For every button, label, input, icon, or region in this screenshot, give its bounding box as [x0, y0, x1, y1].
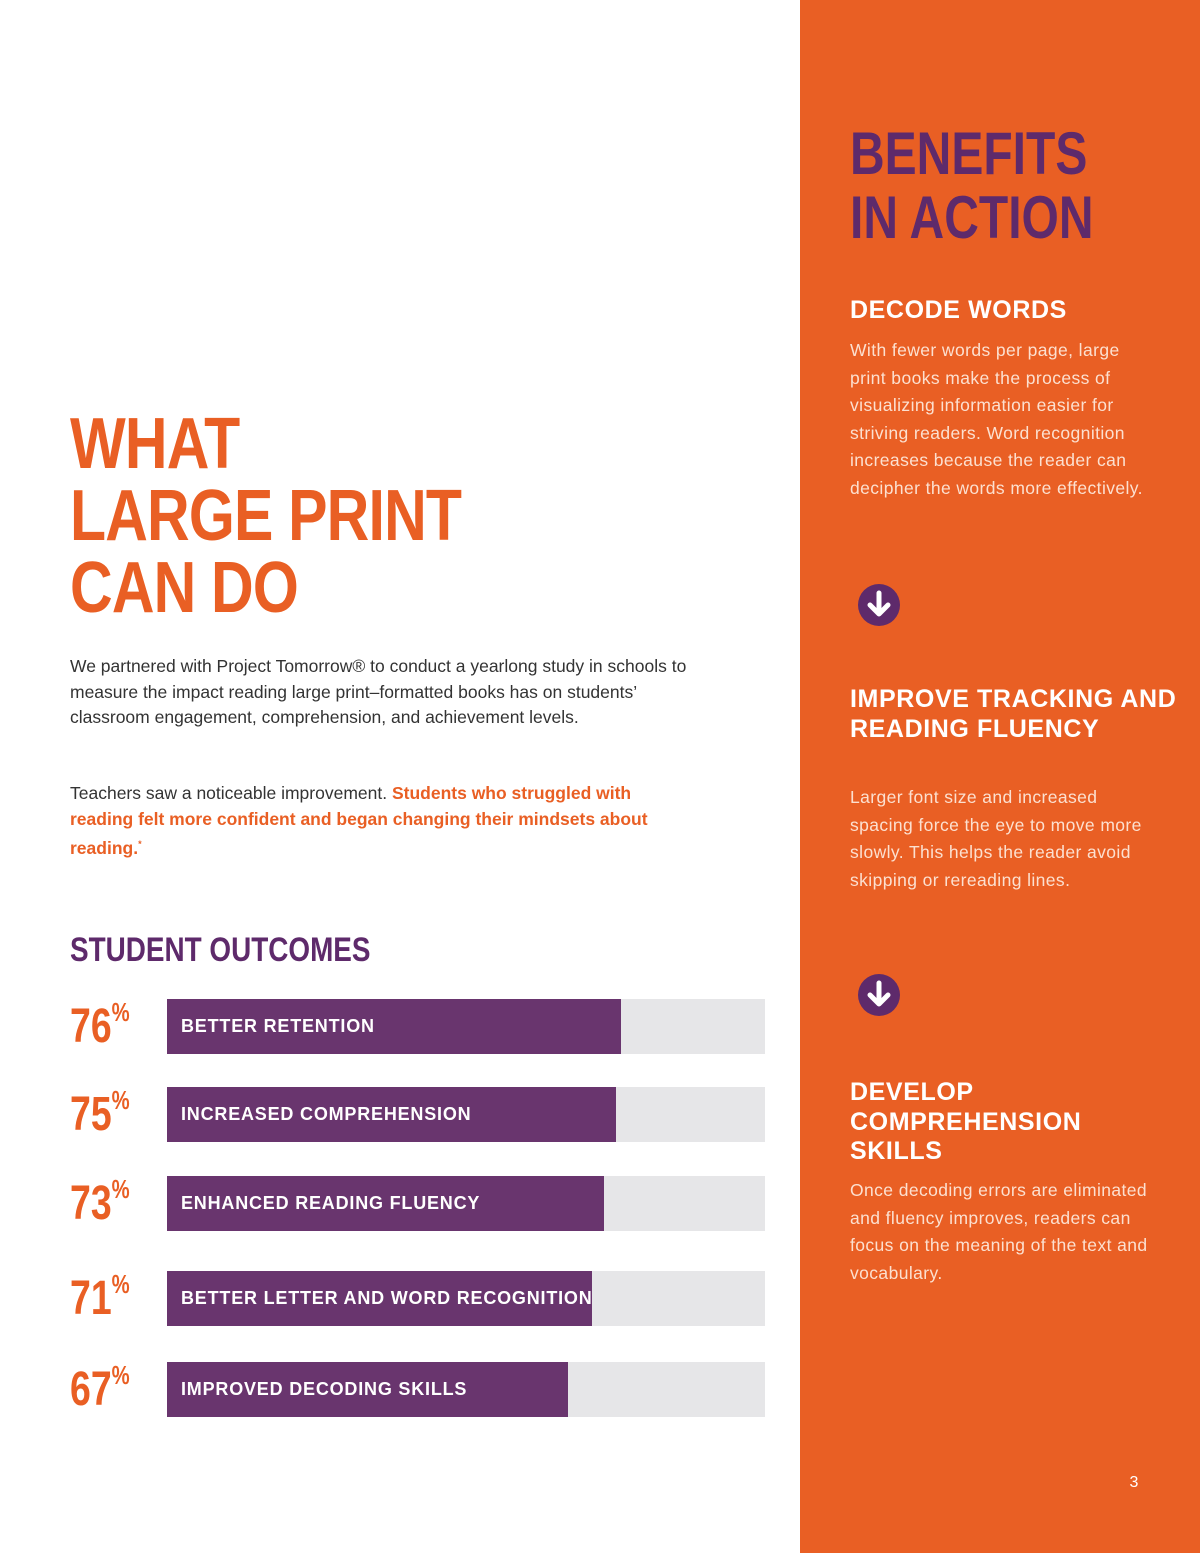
percent-sign: %: [111, 1085, 130, 1115]
bar-label: ENHANCED READING FLUENCY: [181, 1193, 481, 1213]
outcome-value: [70, 999, 130, 1055]
outcome-value: [70, 1176, 130, 1232]
outcome-row: [70, 1176, 770, 1232]
outcome-row: [70, 1271, 770, 1327]
bar-label: BETTER LETTER AND WORD RECOGNITION: [181, 1288, 593, 1308]
sidebar-title-line: BENEFITS: [850, 120, 1088, 187]
bar-track: [167, 1271, 765, 1326]
bar-label: IMPROVED DECODING SKILLS: [181, 1379, 468, 1399]
benefit-body: Once decoding errors are eliminated and fluency improves, readers can focus on the meaning of the text and vocabulary.: [850, 1180, 1148, 1283]
outcome-value: [70, 1362, 130, 1418]
benefit-heading: IMPROVE TRACKING AND READING FLUENCY: [850, 685, 1177, 743]
bar-track: [167, 1362, 765, 1417]
outcome-value: [70, 1087, 130, 1143]
page-title: [70, 404, 462, 628]
benefit-body: Larger font size and increased spacing force the eye to move more slowly. This helps the reader avoid skipping or rereading lines.: [850, 787, 1142, 890]
bar-track: [167, 1087, 765, 1142]
sidebar-title-line: IN ACTION: [850, 184, 1094, 251]
outcome-value-number: 75: [70, 1088, 112, 1141]
findings-paragraph: [70, 781, 690, 861]
findings-highlight-text: Students who struggled with reading felt more confident and began changing their mindsets about reading.: [70, 783, 648, 858]
benefit-heading: DECODE WORDS: [850, 296, 1067, 324]
title-line: CAN DO: [70, 548, 298, 628]
footnote-mark: *: [138, 839, 142, 849]
arrow-down-circle-icon: [857, 973, 901, 1017]
outcomes-title: STUDENT OUTCOMES: [70, 931, 371, 969]
bar-track: [167, 999, 765, 1054]
title-line: WHAT: [70, 404, 240, 484]
outcome-value-number: 71: [70, 1272, 112, 1325]
outcome-value-number: 67: [70, 1363, 112, 1416]
arrow-down-circle-icon: [857, 583, 901, 627]
title-line: LARGE PRINT: [70, 476, 462, 556]
outcome-value-number: 76: [70, 1000, 112, 1053]
percent-sign: %: [111, 1360, 130, 1390]
page-number: 3: [1129, 1474, 1139, 1491]
percent-sign: %: [111, 997, 130, 1027]
percent-sign: %: [111, 1269, 130, 1299]
outcome-value-number: 73: [70, 1177, 112, 1230]
bar-track: [167, 1176, 765, 1231]
outcome-row: [70, 1362, 770, 1418]
benefit-body: With fewer words per page, large print books make the process of visualizing information easier for striving readers. Word recognition increases because the reader can decipher the words more effectively.: [850, 340, 1143, 498]
outcome-value: [70, 1271, 130, 1327]
bar-label: BETTER RETENTION: [181, 1016, 375, 1036]
percent-sign: %: [111, 1174, 130, 1204]
benefit-heading: DEVELOP COMPREHENSION SKILLS: [850, 1078, 1082, 1165]
outcome-row: [70, 999, 770, 1055]
sidebar-title: [850, 122, 1094, 250]
outcome-row: [70, 1087, 770, 1143]
bar-label: INCREASED COMPREHENSION: [181, 1104, 472, 1124]
findings-plain-text: Teachers saw a noticeable improvement.: [70, 783, 392, 803]
intro-paragraph: We partnered with Project Tomorrow® to conduct a yearlong study in schools to measure the impact reading large print–formatted books has on students’ classroom engagement, comprehension, and achievement levels.: [70, 656, 687, 727]
